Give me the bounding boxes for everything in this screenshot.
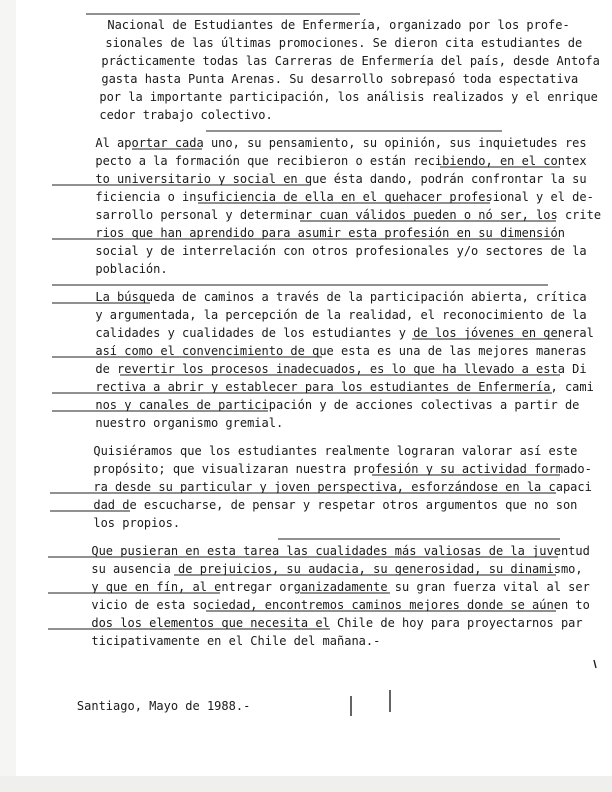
text-line: Nacional de Estudiantes de Enfermería, organizado por los profe-	[107, 18, 570, 32]
text-line: así como el convencimiento de que esta es una de las mejores maneras	[95, 344, 587, 358]
text-line: to universitario y social en que ésta dando, podrán confrontar la su	[95, 172, 587, 186]
text-line: Que pusieran en esta tarea las cualidades más valiosas de la juventud	[91, 544, 590, 558]
text-line: de revertir los procesos inadecuados, es lo que ha llevado a esta Di	[95, 362, 587, 376]
text-line: rios que han aprendido para asumir esta profesión en su dimensión	[95, 226, 565, 240]
text-line: y argumentada, la percepción de la realidad, el reconocimiento de la	[95, 308, 587, 322]
text-line: propósito; que visualizaran nuestra profesión y su actividad formado-	[93, 462, 592, 476]
text-line: nuestro organismo gremial.	[95, 416, 284, 430]
pen-mark	[594, 660, 596, 668]
text-line: social y de interrelación con otros profesionales y/o sectores de la	[95, 244, 587, 258]
text-line: sarrollo personal y determinar cuan válidos pueden o nó ser, los crite	[95, 208, 602, 222]
text-line: su ausencia de prejuicios, su audacia, su generosidad, su dinamismo,	[91, 562, 583, 576]
text-line: Quisiéramos que los estudiantes realmente lograran valorar así este	[93, 444, 578, 458]
text-line: nos y canales de participación y de acciones colectivas a partir de	[95, 398, 580, 412]
place-date: Santiago, Mayo de 1988.-	[76, 699, 251, 713]
text-line: Al aportar cada uno, su pensamiento, su opinión, sus inquietudes res	[95, 136, 587, 150]
text-line: ticipativamente en el Chile del mañana.-	[91, 634, 381, 648]
text-line: rectiva a abrir y establecer para los estudiantes de Enfermería, cami	[95, 380, 594, 394]
text-line: vicio de esta sociedad, encontremos caminos mejores donde se aúnen to	[91, 598, 590, 612]
text-line: dad de escucharse, de pensar y respetar otros argumentos que no son	[93, 498, 578, 512]
text-line: calidades y cualidades de los estudiantes y de los jóvenes en general	[95, 326, 594, 340]
text-line: dos los elementos que necesita el Chile de hoy para proyectarnos par	[91, 616, 583, 630]
text-line: por la importante participación, los análisis realizados y el enrique	[99, 90, 598, 104]
text-line: gasta hasta Punta Arenas. Su desarrollo sobrepasó toda espectativa	[101, 72, 579, 86]
text-line: prácticamente todas las Carreras de Enfermería del país, desde Antofa	[101, 54, 600, 68]
text-line: pecto a la formación que recibieron o están recibiendo, en el contex	[95, 154, 587, 168]
text-line: población.	[95, 262, 168, 276]
text-line: ra desde su particular y joven perspectiva, esforzándose en la capaci	[93, 480, 592, 494]
text-line: sionales de las últimas promociones. Se dieron cita estudiantes de	[105, 36, 583, 50]
text-line: cedor trabajo colectivo.	[99, 108, 273, 122]
text-line: los propios.	[93, 516, 181, 530]
text-line: y que en fín, al entregar organizadamente su gran fuerza vital al ser	[91, 580, 590, 594]
text-line: La búsqueda de caminos a través de la participación abierta, crítica	[95, 290, 587, 304]
text-line: ficiencia o insuficiencia de ella en el quehacer profesional y el de-	[95, 190, 594, 204]
